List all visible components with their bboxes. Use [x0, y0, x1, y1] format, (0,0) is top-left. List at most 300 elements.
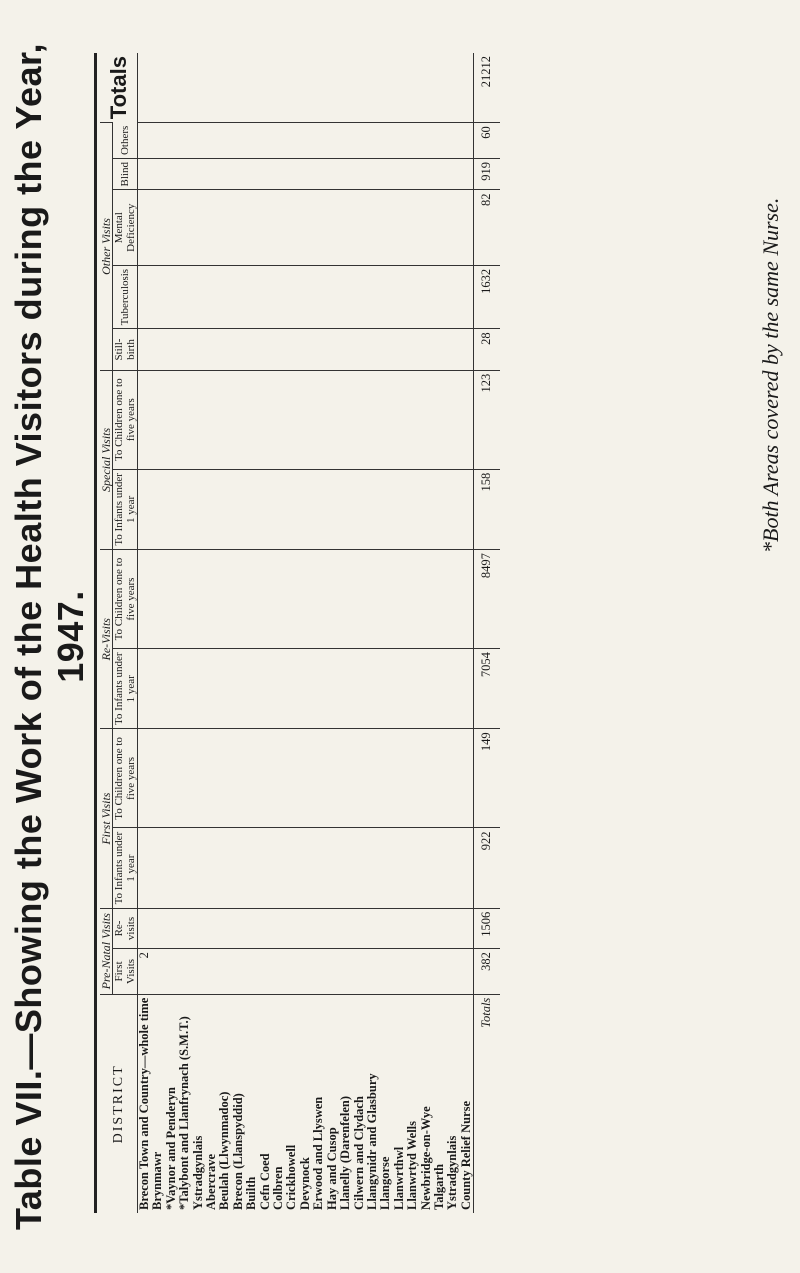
table-cell [446, 53, 459, 123]
table-cell [446, 469, 459, 549]
table-cell [433, 53, 446, 123]
table-row [312, 53, 325, 1213]
total-cell: 922 [474, 828, 501, 908]
table-cell [420, 828, 433, 908]
district-label: Llanwrthwl [391, 1146, 406, 1210]
table-cell [165, 190, 178, 265]
total-cell: 382 [474, 949, 501, 995]
table-cell [178, 649, 191, 729]
district-name [379, 994, 392, 1213]
table-cell [272, 949, 285, 995]
table-cell [379, 53, 392, 123]
table-cell [446, 265, 459, 328]
table-cell [366, 949, 379, 995]
table-cell [460, 329, 474, 370]
table-cell [460, 469, 474, 549]
table-cell [366, 649, 379, 729]
table-cell [205, 649, 218, 729]
table-cell [406, 190, 419, 265]
table-cell [312, 370, 325, 469]
table-cell [446, 828, 459, 908]
total-cell: 8497 [474, 550, 501, 649]
table-cell [259, 550, 272, 649]
total-cell: 1506 [474, 908, 501, 948]
table-cell [420, 370, 433, 469]
table-cell [353, 828, 366, 908]
table-cell [151, 949, 164, 995]
table-cell [326, 190, 339, 265]
col-others: Others [113, 123, 138, 159]
table-cell [151, 828, 164, 908]
table-cell [446, 370, 459, 469]
table-cell [393, 469, 406, 549]
table-cell [178, 265, 191, 328]
table-cell [205, 370, 218, 469]
district-label: Vaynor and Penderyn [163, 1087, 178, 1204]
table-cell [205, 53, 218, 123]
table-cell [326, 329, 339, 370]
table-cell [192, 190, 205, 265]
table-cell [205, 729, 218, 828]
table-cell [151, 190, 164, 265]
district-label: Brecon Town and Country—whole time [137, 997, 151, 1210]
table-cell [232, 828, 245, 908]
table-cell [433, 265, 446, 328]
table-cell [218, 949, 231, 995]
table-cell [366, 370, 379, 469]
district-name [232, 994, 245, 1213]
table-cell [460, 729, 474, 828]
table-cell [353, 159, 366, 190]
table-cell [138, 329, 152, 370]
district-name [259, 994, 272, 1213]
table-cell [165, 53, 178, 123]
table-cell [165, 329, 178, 370]
table-cell [299, 828, 312, 908]
table-cell [205, 190, 218, 265]
table-cell [366, 329, 379, 370]
table-cell [379, 370, 392, 469]
table-row [151, 53, 164, 1213]
table-cell [379, 265, 392, 328]
table-cell [192, 469, 205, 549]
table-cell [232, 329, 245, 370]
table-cell [151, 550, 164, 649]
table-cell [339, 729, 352, 828]
table-cell [299, 550, 312, 649]
table-cell [353, 469, 366, 549]
health-visitors-table [100, 53, 500, 1213]
table-cell [326, 53, 339, 123]
table-row [339, 53, 352, 1213]
table-cell [312, 828, 325, 908]
table-cell [353, 370, 366, 469]
table-cell [312, 265, 325, 328]
district-name [366, 994, 379, 1213]
table-cell [433, 908, 446, 948]
table-cell [178, 729, 191, 828]
table-cell [460, 550, 474, 649]
table-cell [379, 329, 392, 370]
table-cell [339, 265, 352, 328]
table-cell [232, 265, 245, 328]
table-cell [245, 123, 258, 159]
table-cell [299, 53, 312, 123]
table-cell [192, 550, 205, 649]
table-row [285, 53, 298, 1213]
table-cell [379, 159, 392, 190]
district-name [326, 994, 339, 1213]
total-cell: 919 [474, 159, 501, 190]
total-cell: 123 [474, 370, 501, 469]
table-cell [339, 908, 352, 948]
table-cell [218, 159, 231, 190]
table-title: Table VII.—Showing the Work of the Health Visitors during the Year, 1947. [8, 42, 91, 1231]
table-cell [460, 908, 474, 948]
table-cell [312, 190, 325, 265]
col-mental-deficiency: Mental Deficiency [113, 190, 138, 265]
table-cell [151, 123, 164, 159]
col-first-visits: First Visits [113, 949, 138, 995]
total-cell: 1632 [474, 265, 501, 328]
district-label: Brynmawr [150, 1151, 165, 1210]
total-cell: 28 [474, 329, 501, 370]
table-cell [446, 949, 459, 995]
table-cell [312, 469, 325, 549]
table-cell [339, 828, 352, 908]
table-cell [339, 949, 352, 995]
table-cell [433, 949, 446, 995]
footnote-marker: * [163, 1203, 178, 1210]
table-cell [393, 828, 406, 908]
table-cell [460, 123, 474, 159]
district-name [299, 994, 312, 1213]
table-cell [245, 949, 258, 995]
table-cell [285, 949, 298, 995]
table-cell [460, 649, 474, 729]
table-cell [285, 53, 298, 123]
table-cell [393, 53, 406, 123]
table-cell [299, 265, 312, 328]
table-cell [299, 649, 312, 729]
table-cell [353, 550, 366, 649]
total-cell: 21212 [474, 53, 501, 123]
table-cell [285, 469, 298, 549]
table-cell [272, 329, 285, 370]
table-cell [192, 329, 205, 370]
table-cell [272, 550, 285, 649]
table-cell [151, 729, 164, 828]
footnote: *Both Areas covered by the same Nurse. [758, 197, 783, 553]
table-cell [420, 265, 433, 328]
district-name [460, 994, 474, 1213]
table-cell [339, 53, 352, 123]
table-cell [192, 908, 205, 948]
table-cell [178, 53, 191, 123]
table-cell [460, 53, 474, 123]
district-name [420, 994, 433, 1213]
table-cell [326, 370, 339, 469]
header-rule [94, 53, 97, 1213]
table-row [232, 53, 245, 1213]
table-cell [138, 123, 152, 159]
table-cell [151, 649, 164, 729]
table-cell [272, 265, 285, 328]
district-label: Ystradgynlais [190, 1135, 205, 1210]
col-first-under-1: To Infants under 1 year [113, 828, 138, 908]
table-cell [272, 370, 285, 469]
table-cell [245, 159, 258, 190]
table-cell [232, 159, 245, 190]
table-cell [366, 828, 379, 908]
table-cell [312, 329, 325, 370]
table-row [259, 53, 272, 1213]
table-cell [406, 828, 419, 908]
total-cell: 158 [474, 469, 501, 549]
table-cell [151, 908, 164, 948]
district-label: Brecon (Llanspyddid) [230, 1093, 245, 1210]
table-cell [151, 265, 164, 328]
table-cell [460, 265, 474, 328]
table-cell [446, 908, 459, 948]
table-row [165, 53, 178, 1213]
table-cell [353, 265, 366, 328]
table-cell [446, 190, 459, 265]
table-cell [165, 123, 178, 159]
table-cell [366, 265, 379, 328]
table-cell [205, 908, 218, 948]
total-cell: 149 [474, 729, 501, 828]
table-cell [285, 370, 298, 469]
table-row [406, 53, 419, 1213]
table-row [178, 53, 191, 1213]
table-cell [326, 828, 339, 908]
table-cell [460, 828, 474, 908]
table-cell [406, 265, 419, 328]
table-cell [272, 190, 285, 265]
table-cell [245, 908, 258, 948]
table-cell [218, 550, 231, 649]
table-cell [299, 729, 312, 828]
table-cell [433, 649, 446, 729]
table-cell [353, 949, 366, 995]
table-cell [245, 469, 258, 549]
table-row [245, 53, 258, 1213]
district-name [245, 994, 258, 1213]
table-cell [165, 550, 178, 649]
table-cell [433, 550, 446, 649]
table-cell [178, 370, 191, 469]
table-cell [326, 469, 339, 549]
table-cell [366, 53, 379, 123]
table-cell [433, 329, 446, 370]
table-cell [138, 550, 152, 649]
table-cell [272, 828, 285, 908]
table-cell [420, 949, 433, 995]
table-cell [420, 53, 433, 123]
table-cell [393, 159, 406, 190]
table-cell [460, 159, 474, 190]
table-row [379, 53, 392, 1213]
table-cell [232, 123, 245, 159]
table-cell [259, 828, 272, 908]
table-cell [151, 370, 164, 469]
special-visits-group-header: Special Visits [100, 370, 113, 549]
table-cell [165, 370, 178, 469]
table-cell [406, 469, 419, 549]
table-cell [406, 370, 419, 469]
table-cell [272, 469, 285, 549]
col-special-1-to-5: To Children one to five years [113, 370, 138, 469]
table-cell [259, 329, 272, 370]
table-cell [420, 550, 433, 649]
table-cell [379, 550, 392, 649]
table-cell [205, 159, 218, 190]
table-row [218, 53, 231, 1213]
district-label: Llanwrtyd Wells [405, 1120, 420, 1210]
table-cell [339, 123, 352, 159]
table-cell [192, 370, 205, 469]
table-cell [245, 190, 258, 265]
table-cell [259, 469, 272, 549]
table-cell [433, 123, 446, 159]
table-cell [232, 190, 245, 265]
district-name [138, 994, 152, 1213]
table-row [433, 53, 446, 1213]
table-cell [205, 550, 218, 649]
col-still-birth: Still-birth [113, 329, 138, 370]
table-cell [138, 265, 152, 328]
district-name [285, 994, 298, 1213]
table-cell [420, 329, 433, 370]
table-cell [299, 469, 312, 549]
table-cell [192, 828, 205, 908]
table-cell [178, 123, 191, 159]
table-cell [460, 949, 474, 995]
total-cell: 82 [474, 190, 501, 265]
table-cell [272, 729, 285, 828]
table-cell [178, 949, 191, 995]
table-cell [178, 828, 191, 908]
table-cell [433, 190, 446, 265]
table-cell [406, 949, 419, 995]
table-cell [218, 329, 231, 370]
table-cell: 2 [138, 949, 152, 995]
table-cell [312, 949, 325, 995]
re-visits-group-header: Re-Visits [100, 550, 113, 729]
table-cell [406, 329, 419, 370]
district-name [312, 994, 325, 1213]
table-cell [446, 729, 459, 828]
table-cell [393, 729, 406, 828]
table-cell [420, 649, 433, 729]
table-cell [393, 949, 406, 995]
district-name [165, 994, 178, 1213]
table-cell [218, 190, 231, 265]
table-cell [192, 649, 205, 729]
table-cell [151, 159, 164, 190]
table-cell [232, 469, 245, 549]
table-cell [326, 550, 339, 649]
table-cell [232, 649, 245, 729]
footnote-marker: * [177, 1203, 192, 1210]
table-row [353, 53, 366, 1213]
table-row [366, 53, 379, 1213]
total-cell: 7054 [474, 649, 501, 729]
table-cell [165, 729, 178, 828]
table-cell [393, 329, 406, 370]
table-cell [205, 949, 218, 995]
table-cell [366, 190, 379, 265]
table-cell [353, 190, 366, 265]
other-visits-group-header: Other Visits [100, 123, 113, 370]
table-cell [232, 53, 245, 123]
table-cell [285, 265, 298, 328]
table-cell [406, 729, 419, 828]
district-name [446, 994, 459, 1213]
table-cell [285, 828, 298, 908]
table-cell [245, 265, 258, 328]
table-cell [138, 159, 152, 190]
table-cell [433, 159, 446, 190]
district-label: Crickhowell [284, 1144, 299, 1210]
col-special-under-1: To Infants under 1 year [113, 469, 138, 549]
district-label: Erwood and Llyswen [311, 1096, 326, 1210]
district-label: Cilwern and Clydach [351, 1096, 366, 1210]
district-label: County Relief Nurse [458, 1100, 473, 1210]
table-cell [379, 123, 392, 159]
table-row [446, 53, 459, 1213]
district-label: Beulah (Llwynmadoc) [217, 1091, 232, 1210]
totals-header: Totals [100, 53, 138, 123]
table-cell [165, 649, 178, 729]
table-cell [218, 649, 231, 729]
table-cell [353, 123, 366, 159]
table-cell [232, 949, 245, 995]
table-cell [165, 265, 178, 328]
table-cell [339, 550, 352, 649]
table-cell [366, 908, 379, 948]
table-cell [259, 265, 272, 328]
table-cell [245, 828, 258, 908]
col-re-visits: Re-visits [113, 908, 138, 948]
table-cell [353, 329, 366, 370]
table-cell [165, 159, 178, 190]
table-cell [299, 190, 312, 265]
col-re-1-to-5: To Children one to five years [113, 550, 138, 649]
table-cell [272, 649, 285, 729]
table-cell [192, 265, 205, 328]
district-name [433, 994, 446, 1213]
table-row [420, 53, 433, 1213]
table-cell [393, 370, 406, 469]
table-cell [205, 123, 218, 159]
table-cell [138, 649, 152, 729]
table-cell [420, 908, 433, 948]
district-label: Cefn Coed [257, 1153, 272, 1210]
district-label: Builth [244, 1176, 259, 1210]
table-cell [446, 123, 459, 159]
table-row [192, 53, 205, 1213]
table-cell [299, 159, 312, 190]
district-name [339, 994, 352, 1213]
table-cell [299, 908, 312, 948]
table-cell [138, 53, 152, 123]
table-cell [285, 329, 298, 370]
table-cell [245, 370, 258, 469]
table-cell [272, 159, 285, 190]
table-cell [312, 908, 325, 948]
